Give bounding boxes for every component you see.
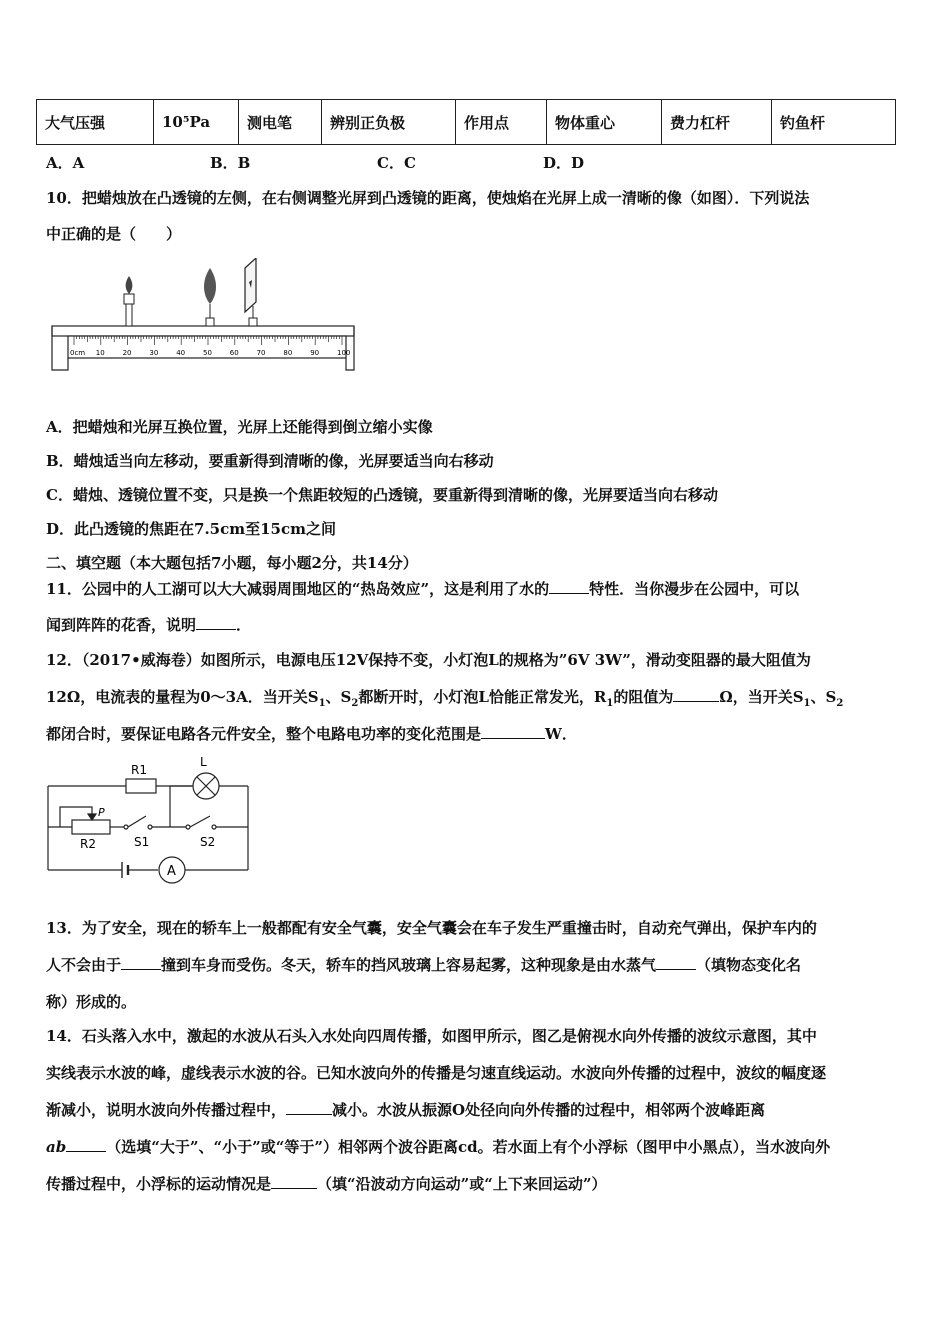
table-cell: 测电笔 bbox=[239, 100, 322, 145]
subscript: 2 bbox=[836, 698, 844, 709]
table-cell: 钓鱼杆 bbox=[772, 100, 896, 145]
ruler-tick-label: 30 bbox=[149, 349, 159, 357]
subscript: 1 bbox=[803, 698, 811, 709]
answer-blank[interactable] bbox=[673, 687, 719, 702]
circuit-diagram bbox=[40, 752, 262, 884]
q13-line2 bbox=[46, 954, 801, 975]
choice-c: C．C bbox=[377, 154, 416, 172]
q10-option-d: D．此凸透镜的焦距在7.5cm至15cm之间 bbox=[46, 520, 336, 538]
section-heading: 二、填空题（本大题包括7小题，每小题2分，共14分） bbox=[46, 554, 418, 572]
q14-text: 减小。水波从振源O处径向向外传播的过程中，相邻两个波峰距离 bbox=[332, 1101, 766, 1119]
q14-text: （选填“大于”、“小于”或“等于”）相邻两个波谷距离cd。若水面上有个小浮标（图甲中小黑点），当水波向外 bbox=[106, 1138, 831, 1156]
table-row bbox=[37, 100, 896, 145]
q11-text-2: 特性．当你漫步在公园中，可以 bbox=[589, 580, 800, 598]
answer-blank[interactable] bbox=[271, 1174, 317, 1189]
q11-text-3: 闻到阵阵的花香，说明 bbox=[46, 616, 197, 634]
subscript: 1 bbox=[606, 698, 614, 709]
label-s2: S2 bbox=[200, 835, 216, 849]
q11-text-1: 11．公园中的人工湖可以大大减弱周围地区的“热岛效应”，这是利用了水的 bbox=[46, 580, 550, 598]
choice-d: D．D bbox=[543, 154, 585, 172]
ruler-tick-label: 100 bbox=[337, 349, 351, 357]
answer-blank[interactable] bbox=[66, 1137, 106, 1152]
table-cell: 大气压强 bbox=[37, 100, 154, 145]
ruler-tick-label: 40 bbox=[176, 349, 186, 357]
q13-line1: 13．为了安全，现在的轿车上一般都配有安全气囊，安全气囊会在车子发生严重撞击时，自动充气弹出，保护车内的 bbox=[46, 919, 817, 937]
q13-text: 人不会由于 bbox=[46, 956, 122, 974]
choice-b: B．B bbox=[210, 154, 251, 172]
q12-text: 的阻值为 bbox=[613, 688, 674, 706]
options-table bbox=[36, 99, 896, 145]
q10-option-a: A．把蜡烛和光屏互换位置，光屏上还能得到倒立缩小实像 bbox=[46, 418, 433, 436]
q14-line1: 14．石头落入水中，激起的水波从石头入水处向四周传播，如图甲所示，图乙是俯视水向外传播的波纹示意图，其中 bbox=[46, 1027, 817, 1045]
table-cell: 辨别正负极 bbox=[322, 100, 456, 145]
q10-option-b: B．蜡烛适当向左移动，要重新得到清晰的像，光屏要适当向右移动 bbox=[46, 452, 494, 470]
answer-blank[interactable] bbox=[286, 1100, 332, 1115]
q12-text: Ω，当开关S bbox=[719, 688, 804, 706]
q14-line2: 实线表示水波的峰，虚线表示水波的谷。已知水波向外的传播是匀速直线运动。水波向外传播的过程中，波纹的幅度逐 bbox=[46, 1064, 827, 1082]
q13-text: 撞到车身而受伤。冬天，轿车的挡风玻璃上容易起雾，这种现象是由水蒸气 bbox=[161, 956, 657, 974]
q13-line3: 称）形成的。 bbox=[46, 993, 137, 1011]
label-s1: S1 bbox=[134, 835, 150, 849]
ruler-tick-label: 70 bbox=[256, 349, 266, 357]
answer-blank[interactable] bbox=[549, 579, 589, 594]
ruler-tick-label: 10 bbox=[95, 349, 105, 357]
label-lamp: L bbox=[200, 755, 207, 769]
q13-text: （填物态变化名 bbox=[696, 956, 802, 974]
q12-text: 、S bbox=[325, 688, 352, 706]
optical-bench-figure bbox=[44, 258, 364, 374]
answer-blank[interactable] bbox=[121, 955, 161, 970]
convex-lens-icon bbox=[204, 268, 216, 304]
q14-line3 bbox=[46, 1099, 765, 1120]
label-ammeter: A bbox=[167, 864, 176, 879]
candle-holder bbox=[126, 303, 132, 326]
resistor-r1 bbox=[126, 779, 156, 793]
q12-text: 12Ω，电流表的量程为0～3A．当开关S bbox=[46, 688, 319, 706]
q11-line2 bbox=[46, 614, 251, 635]
ruler-tick-label: 90 bbox=[310, 349, 320, 357]
ruler-tick-label: 60 bbox=[229, 349, 239, 357]
q12-text: 都断开时，小灯泡L恰能正常发光，R bbox=[358, 688, 607, 706]
q14-line5 bbox=[46, 1173, 607, 1194]
choice-a: A．A bbox=[46, 154, 85, 172]
q14-text: 渐减小，说明水波向外传播过程中， bbox=[46, 1101, 287, 1119]
ruler-tick-label: 20 bbox=[122, 349, 132, 357]
table-cell: 10⁵Pa bbox=[154, 100, 239, 145]
q10-stem-line2: 中正确的是（ ） bbox=[46, 225, 182, 243]
q12-text: W． bbox=[545, 725, 577, 743]
ruler-tick-label: 80 bbox=[283, 349, 293, 357]
q14-line4 bbox=[46, 1136, 830, 1157]
table-cell: 物体重心 bbox=[547, 100, 662, 145]
label-r2: R2 bbox=[80, 837, 96, 851]
q11-line1 bbox=[46, 578, 799, 599]
q11-text-4: ． bbox=[236, 616, 252, 634]
label-r1: R1 bbox=[131, 763, 147, 777]
q14-text: （填“沿波动方向运动”或“上下来回运动”） bbox=[317, 1175, 607, 1193]
table-cell: 费力杠杆 bbox=[662, 100, 772, 145]
label-p: P bbox=[98, 806, 105, 819]
candle-flame-icon bbox=[126, 276, 133, 294]
answer-blank[interactable] bbox=[481, 724, 545, 739]
q12-text: 、S bbox=[810, 688, 837, 706]
q10-stem-line1: 10．把蜡烛放在凸透镜的左侧，在右侧调整光屏到凸透镜的距离，使烛焰在光屏上成一清晰的像（如图）．下列说法 bbox=[46, 189, 810, 207]
q12-text: 都闭合时，要保证电路各元件安全，整个电路电功率的变化范围是 bbox=[46, 725, 482, 743]
q12-line3 bbox=[46, 723, 577, 744]
table-cell: 作用点 bbox=[456, 100, 547, 145]
ruler-tick-label: 50 bbox=[203, 349, 212, 357]
subscript: 2 bbox=[351, 698, 359, 709]
q12-line1: 12．（2017•威海卷）如图所示，电源电压12V保持不变，小灯泡L的规格为”6V 3W”，滑动变阻器的最大阻值为 bbox=[46, 651, 811, 669]
ruler-tick-label: 0cm bbox=[70, 349, 86, 357]
q12-line2 bbox=[46, 686, 843, 709]
rheostat-r2 bbox=[72, 820, 110, 834]
q14-text: 传播过程中，小浮标的运动情况是 bbox=[46, 1175, 272, 1193]
subscript: 1 bbox=[318, 698, 326, 709]
q14-text: ab bbox=[46, 1138, 67, 1156]
answer-blank[interactable] bbox=[656, 955, 696, 970]
answer-blank[interactable] bbox=[196, 615, 236, 630]
q10-option-c: C．蜡烛、透镜位置不变，只是换一个焦距较短的凸透镜，要重新得到清晰的像，光屏要适当向右移动 bbox=[46, 486, 718, 504]
